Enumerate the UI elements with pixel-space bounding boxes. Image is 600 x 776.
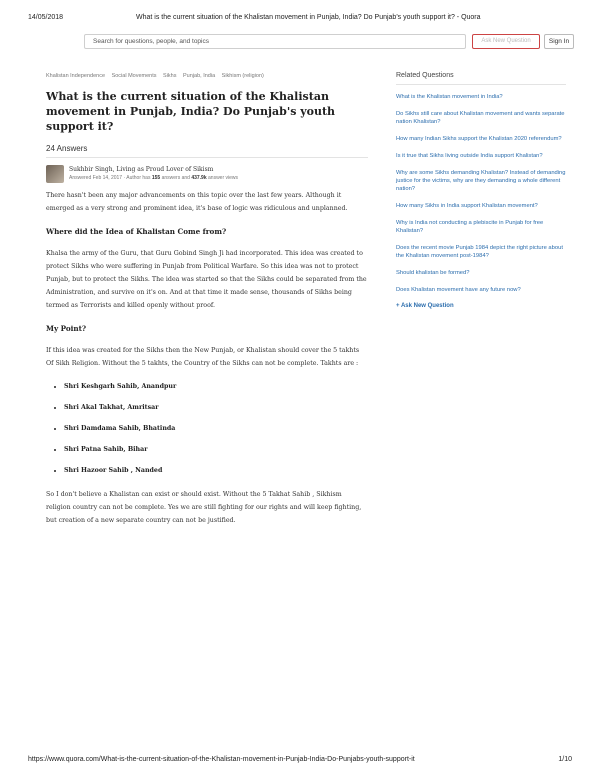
author-meta-mid: answers and (160, 175, 192, 181)
print-footer (28, 756, 572, 768)
avatar[interactable] (46, 165, 64, 183)
related-question-link[interactable]: Is it true that Sikhs living outside India support Khalistan? (396, 153, 543, 159)
list-item: • Shri Hazoor Sahib , Nanded (64, 464, 368, 477)
print-date: 14/05/2018 (28, 14, 64, 21)
related-question-link[interactable]: How many Indian Sikhs support the Khalistan 2020 referendum? (396, 136, 562, 142)
author-meta-prefix: Answered Feb 14, 2017 · Author has (69, 175, 152, 181)
answer-heading: My Point? (46, 324, 87, 333)
list-item: • Shri Patna Sahib, Bihar (64, 443, 368, 456)
page-number: 1/10 (558, 756, 572, 763)
related-question-link[interactable]: Why is India not conducting a plebiscite in Punjab for free Khalistan? (396, 220, 544, 234)
list-item: • Shri Keshgarh Sahib, Anandpur (64, 380, 368, 393)
print-url: https://www.quora.com/What-is-the-current-situation-of-the-Khalistan-movement-in-Punjab-India-Do-Punjabs-youth-support-it (28, 756, 415, 763)
related-question-link[interactable]: Why are some Sikhs demanding Khalistan? Instead of demanding justice for the victims, why are they demanding a whole different nation? (396, 170, 566, 192)
list-item: • Shri Akal Takhat, Amritsar (64, 401, 368, 414)
answer-body (46, 189, 368, 537)
related-question-link[interactable]: How many Sikhs in India support Khalistan movement? (396, 203, 538, 209)
topic-list (46, 73, 269, 79)
print-header (28, 14, 572, 26)
answer-heading: Where did the Idea of Khalistan Come from? (46, 227, 227, 236)
sign-in-button[interactable]: Sign In (544, 34, 574, 49)
ask-question-button[interactable]: Ask New Question (472, 34, 540, 49)
search-input[interactable]: Search for questions, people, and topics (84, 34, 466, 49)
topic-link[interactable]: Sikhs (163, 73, 177, 79)
topic-link[interactable]: Social Movements (111, 73, 157, 79)
related-questions-sidebar (396, 72, 566, 309)
related-question-link[interactable]: Do Sikhs still care about Khalistan movement and wants separate nation Khalistan? (396, 111, 565, 125)
author-meta-suffix: answer views (206, 175, 239, 181)
related-question-link[interactable]: Does Khalistan movement have any future now? (396, 287, 521, 293)
takht-list (46, 380, 368, 477)
author-block (46, 165, 368, 187)
print-title: What is the current situation of the Khalistan movement in Punjab, India? Do Punjab's youth support it? - Quora (136, 14, 481, 21)
question-title: What is the current situation of the Khalistan movement in Punjab, India? Do Punjab's youth support it? (46, 90, 336, 133)
answer-paragraph: Khalsa the army of the Guru, that Guru Gobind Singh Ji had incorporated. This idea was created to protect Sikhs who were suffering in Punjab from Political Warfare. So this idea was not to protect Punjab, but to protect the Sikhs. The idea was started so that the Sikhs could be separated from the Administration, and survive on it's on. And at that time it made sense, thousands of Sikhs being termed as Terrorists and killed openly without proof. (46, 250, 367, 309)
top-bar (84, 32, 574, 52)
related-question-link[interactable]: Does the recent movie Punjab 1984 depict the right picture about the Khalistan movement post-1984? (396, 245, 563, 259)
divider (46, 157, 368, 158)
related-question-link[interactable]: What is the Khalistan movement in India? (396, 94, 503, 100)
author-meta (69, 175, 238, 181)
related-question-link[interactable]: Should khalistan be formed? (396, 270, 470, 276)
answer-count: 24 Answers (46, 144, 88, 153)
answer-paragraph: There hasn't been any major advancements on this topic over the last few years. Although it emerged as a very strong and prominent idea, it's base of logic was ridiculous and unplanned. (46, 192, 348, 212)
topic-link[interactable]: Khalistan Independence (46, 73, 106, 79)
answer-paragraph: If this idea was created for the Sikhs then the New Punjab, or Khalistan should cover the 5 takhts Of Sikh Religion. Without the 5 takhts, the Country of the Sikhs can not be complete. Takhts are : (46, 347, 360, 367)
list-item: • Shri Damdama Sahib, Bhatinda (64, 422, 368, 435)
author-views-count: 437.9k (191, 175, 207, 181)
sidebar-title: Related Questions (396, 72, 454, 79)
author-answers-count: 155 (151, 175, 161, 181)
divider (396, 84, 566, 85)
topic-link[interactable]: Punjab, India (183, 73, 216, 79)
topic-link[interactable]: Sikhism (religion) (221, 73, 264, 79)
answer-paragraph: So I don't believe a Khalistan can exist or should exist. Without the 5 Takhat Sahib , Sikhism religion country can not be complete. Yes we are still fighting for our rights and will keep fighting, but creation of a new separate country can not be justified. (46, 491, 362, 524)
ask-new-question-link[interactable]: + Ask New Question (396, 303, 454, 309)
author-name[interactable]: Sukhbir Singh, Living as Proud Lover of Sikism (69, 166, 214, 173)
